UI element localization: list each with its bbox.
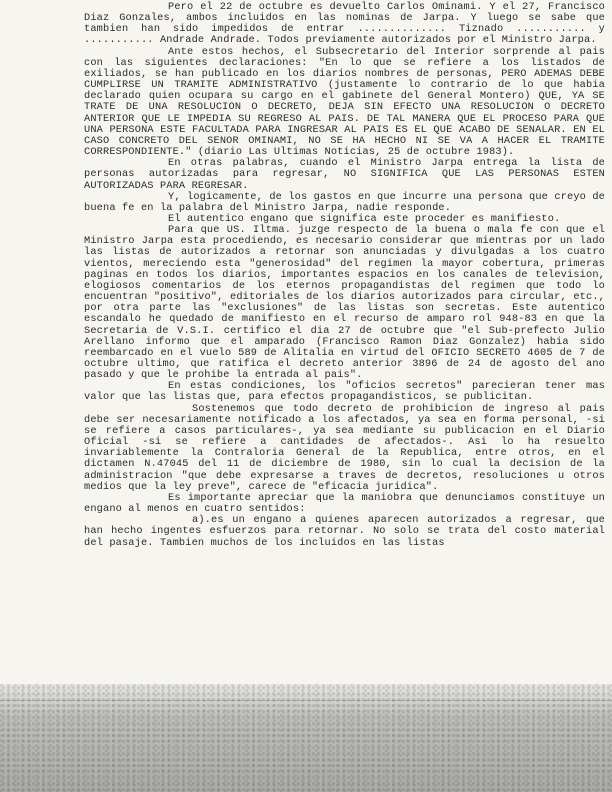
paragraph: Ante estos hechos, el Subsecretario del Interior sorprende al pais con las siguientes declaraciones: "En lo que se refiere a los listados de exiliados, se han publicado en los diarios nombres de personas, PERO ADEMAS DEBE CUMPLIRSE UN TRAMITE ADMINISTRATIVO (justamente lo contrario de lo que habia declarado quien ocupara su cargo en el gabinete del General Montero) QUE, YA SE TRATE DE UNA RESOLUCION O DECRETO, DEJA SIN EFECTO UNA RESOLUCION O DECRETO ANTERIOR QUE LE IMPEDIA SU REGRESO AL PAIS. DE TAL MANERA QUE EL PROCESO PARA QUE UNA PERSONA ESTE FACULTADA PARA INGRESAR AL PAIS ES EL QUE ACABO DE SENALAR. EN EL CASO CONCRETO DEL SENOR OMINAMI, NO SE HA HECHO NI SE VA A HACER EL TRAMITE CORRESPONDIENTE." (diario Las Ultimas Noticias, 25 de octubre 1983). — [84, 45, 605, 159]
paragraph: En otras palabras, cuando el Ministro Jarpa entrega la lista de personas autorizadas para regresar, NO SIGNIFICA QUE LAS PERSONAS ESTEN AUTORIZADAS PARA REGRESAR. — [84, 157, 605, 192]
scan-shadow-region — [0, 684, 612, 792]
paragraph: El autentico engano que significa este proceder es manifiesto. — [168, 212, 561, 225]
paragraph: Pero el 22 de octubre es devuelto Carlos Ominami. Y el 27, Francisco Diaz Gonzales, ambos incluidos en las nominas de Jarpa. Y luego se sabe que tambien han sido impedidos de entrar .............. Tiznado ........... y ........... Andrade Andrade. Todos previamente autorizados por el Ministro Jarpa. — [84, 1, 605, 47]
paragraph: Y, logicamente, de los gastos en que incurre una persona que creyo de buena fe en la palabra del Ministro Jarpa, nadie responde. — [84, 190, 605, 214]
paragraph: Es importante apreciar que la maniobra que denunciamos constituye un engano al menos en cuatro sentidos: — [84, 491, 605, 516]
paragraph: Para que US. Iltma. juzge respecto de la buena o mala fe con que el Ministro Jarpa esta procediendo, es necesario considerar que mientras por un lado las listas de autorizados a retornar son anunciadas y divulgadas a los cuatro vientos, mereciendo esta "generosidad" del regimen la mayor cobertura, primeras paginas en todos los diarios, importantes espacios en los canales de television, elogiosos comentarios de los eternos propagandistas del regimen que todo lo encuentran "positivo", editoriales de los diarios autorizados para circular, etc., por otra parte las "exclusiones" de las listas son secretas. Este autentico escandalo he quedado de manifiesto en el recurso de amparo rol 948-83 en que la Secretaria de V.S.I. certifico el dia 27 de octubre que "el Sub-prefecto Julio Arellano informo que el amparado (Francisco Ramon Diaz Gonzalez) habia sido reembarcado en el vuelo 589 de Alitalia en virtud del OFICIO SECRETO 4605 de 7 de octubre ultimo, que ratifica el decreto anterior 3896 de 24 de agosto del ano pasado y que le prohibe la entrada al pais". — [84, 224, 605, 382]
paragraph: a).es un engano a quienes aparecen autorizados a regresar, que han hecho ingentes esfuerzos para retornar. No solo se trata del costo material del pasaje. Tambien muchos de los incluidos en las listas — [84, 514, 605, 549]
document-body — [84, 2, 605, 549]
paragraph: Sostenemos que todo decreto de prohibicion de ingreso al pais debe ser necesariamente notificado a los afectados, ya sea en forma personal, -si se refiere a casos particulares-, ya sea mediante su publicacion en el Diario Oficial -si se refiere a cantidades de afectados-. Asi lo ha resuelto invariablemente la Contraloria General de la Republica, entre otros, en el dictamen N.47045 del 11 de diciembre de 1980, sin lo cual la decision de la administracion "que debe expresarse a traves de decretos, resoluciones u otros medios que la ley preve", carece de "eficacia juridica". — [84, 402, 605, 493]
paragraph: En estas condiciones, los "oficios secretos" parecieran tener mas valor que las listas que, para efectos propagandisticos, se publicitan. — [84, 380, 605, 404]
